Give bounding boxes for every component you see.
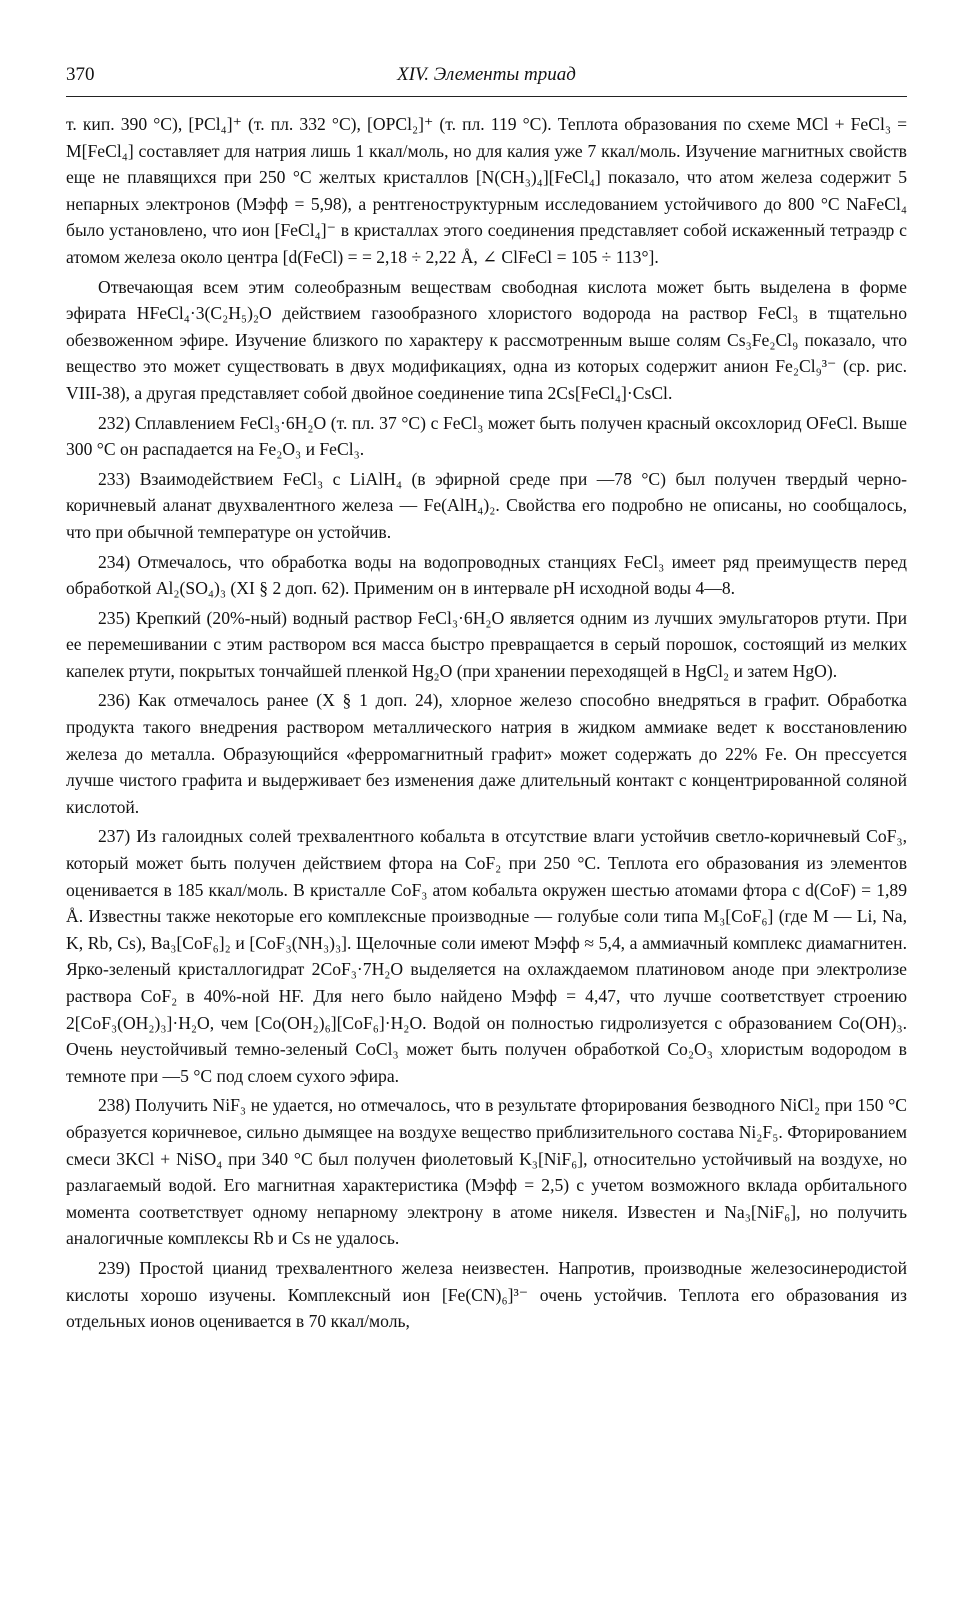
note-232: 232) Сплавлением FeCl₃·6H₂O (т. пл. 37 °С) с FeCl₃ может быть получен красный оксохлорид OFeCl. Выше 300 °С он распадается на Fe₂O₃ и FeCl₃. [66,412,907,460]
note-235: 235) Крепкий (20%-ный) водный раствор FeCl₃·6H₂O является одним из лучших эмульгаторов ртути. При ее перемешивании с этим раствором вся масса быстро превращается в серый порошок, состоящий из мелких капелек ртути, покрытых тончайшей пленкой Hg₂O (при хранении переходящей в HgCl₂ и затем HgO). [66,607,907,681]
note-233: 233) Взаимодействием FeCl₃ с LiAlH₄ (в эфирной среде при —78 °С) был получен твердый черно-коричневый аланат двухвалентного железа — Fe(AlH₄)₂. Свойства его подробно не описаны, но сообщалось, что при обычной температуре он устойчив. [66,468,907,542]
paragraph-continuation: т. кип. 390 °С), [PCl₄]⁺ (т. пл. 332 °С), [OPCl₂]⁺ (т. пл. 119 °С). Теплота образования по схеме MCl + FeCl₃ = M[FeCl₄] составляет для натрия лишь 1 ккал/моль, но для калия уже 7 ккал/моль. Изучение магнитных свойств еще не плавящихся при 250 °С желтых кристаллов [N(CH₃)₄][FeCl₄] показало, что атом железа содержит 5 непарных электронов (Mэфф = 5,98), а рентгеноструктурным исследованием устойчивого до 800 °С NaFeCl₄ было установлено, что ион [FeCl₄]⁻ в кристаллах этого соединения представляет собой искаженный тетраэдр с атомом железа около центра [d(FeCl) = = 2,18 ÷ 2,22 Å, ∠ ClFeCl = 105 ÷ 113°]. [66,114,907,267]
note-236: 236) Как отмечалось ранее (X § 1 доп. 24), хлорное железо способно внедряться в графит. Обработка продукта такого внедрения раствором металлического натрия в жидком аммиаке ведет к восстановлению железа до металла. Образующийся «ферромагнитный графит» может содержать до 22% Fe. Он прессуется лучше чистого графита и выдерживает без изменения даже длительный контакт с концентрированной соляной кислотой. [66,690,907,817]
note-238: 238) Получить NiF₃ не удается, но отмечалось, что в результате фторирования безводного NiCl₂ при 150 °С образуется коричневое, сильно дымящее на воздухе вещество приблизительного состава Ni₂F₅. Фторированием смеси 3KCl + NiSO₄ при 340 °С был получен фиолетовый K₃[NiF₆], относительно устойчивый на воздухе, но разлагаемый водой. Его магнитная характеристика (Mэфф = 2,5) с учетом возможного вклада орбитального момента соответствует одному непарному электрону в атоме никеля. Известен и Na₃[NiF₆], но получить аналогичные комплексы Rb и Cs не удалось. [66,1095,907,1249]
note-237: 237) Из галоидных солей трехвалентного кобальта в отсутствие влаги устойчив светло-коричневый CoF₃, который может быть получен действием фтора на CoF₂ при 250 °С. Теплота его образования из элементов оценивается в 185 ккал/моль. В кристалле CoF₃ атом кобальта окружен шестью атомами фтора с d(CoF) = 1,89 Å. Известны также некоторые его комплексные производные — голубые соли типа M₃[CoF₆] (где M — Li, Na, K, Rb, Cs), Ba₃[CoF₆]₂ и [CoF₃(NH₃)₃]. Щелочные соли имеют Mэфф ≈ 5,4, а аммиачный комплекс диамагнитен. Ярко-зеленый кристаллогидрат 2CoF₃·7H₂O выделяется на охлаждаемом платиновом аноде при электролизе раствора CoF₂ в 40%-ной HF. Для него было найдено Mэфф = 4,47, что лучше соответствует строению 2[CoF₃(OH₂)₃]·H₂O, чем [Co(OH₂)₆][CoF₆]·H₂O. Водой он полностью гидролизуется с образованием Co(OH)₃. Очень неустойчивый темно-зеленый CoCl₃ может быть получен обработкой Co₂O₃ хлористым водородом в темноте при —5 °С под слоем сухого эфира. [66,826,907,1086]
running-title: XIV. Элементы триад [397,64,576,85]
note-239: 239) Простой цианид трехвалентного железа неизвестен. Напротив, производные железосинеродистой кислоты хорошо изучены. Комплексный ион [Fe(CN)₆]³⁻ очень устойчив. Теплота его образования из отдельных ионов оценивается в 70 ккал/моль, [66,1257,907,1332]
page-header [66,62,907,97]
page-number: 370 [66,64,95,85]
paragraph-free-acid: Отвечающая всем этим солеобразным веществам свободная кислота может быть выделена в форме эфирата HFeCl₄·3(C₂H₅)₂O действием газообразного хлористого водорода на раствор FeCl₃ в тщательно обезвоженном эфире. Изучение близкого по характеру к рассмотренным выше солям Cs₃Fe₂Cl₉ показало, что вещество это может существовать в двух модификациях, одна из которых содержит анион Fe₂Cl₉³⁻ (ср. рис. VIII-38), а другая представляет собой двойное соединение типа 2Cs[FeCl₄]·CsCl. [66,276,907,403]
body-text [66,111,907,1335]
note-234: 234) Отмечалось, что обработка воды на водопроводных станциях FeCl₃ имеет ряд преимуществ перед обработкой Al₂(SO₄)₃ (XI § 2 доп. 62). Применим он в интервале pH исходной воды 4—8. [66,551,907,599]
